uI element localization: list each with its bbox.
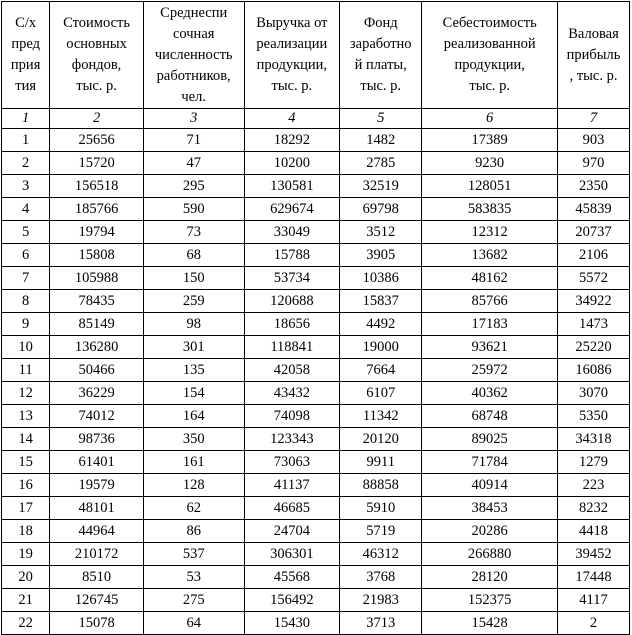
header-sales-revenue: [244, 2, 340, 109]
cell-sales-revenue: 74098: [244, 405, 340, 428]
cell-payroll-fund: 1482: [340, 129, 422, 152]
cell-average-headcount: 154: [143, 382, 244, 405]
cell-payroll-fund: 3768: [340, 566, 422, 589]
header-text-line: Выручка от: [256, 15, 328, 31]
cell-sales-revenue: 15788: [244, 244, 340, 267]
header-text-line: прия: [10, 57, 41, 73]
header-text-line: , тыс. р.: [569, 67, 618, 84]
cell-cost-of-goods-sold: 20286: [422, 520, 558, 543]
header-text-line: сочная: [172, 25, 215, 42]
cell-fixed-assets-cost: 156518: [50, 175, 144, 198]
table-row: [2, 290, 630, 313]
header-text-line: Себестоимость: [442, 15, 537, 31]
header-gross-profit: [558, 2, 630, 109]
cell-payroll-fund: 11342: [340, 405, 422, 428]
cell-sales-revenue: 18656: [244, 313, 340, 336]
header-text-line: тыс. р.: [271, 78, 313, 94]
cell-sales-revenue: 120688: [244, 290, 340, 313]
column-number: 2: [50, 109, 144, 129]
cell-fixed-assets-cost: 19579: [50, 474, 144, 497]
cell-average-headcount: 350: [143, 428, 244, 451]
cell-enterprise-number: 9: [2, 313, 50, 336]
cell-average-headcount: 73: [143, 221, 244, 244]
cell-enterprise-number: 7: [2, 267, 50, 290]
cell-cost-of-goods-sold: 583835: [422, 198, 558, 221]
header-text-line: основных: [66, 36, 127, 52]
cell-sales-revenue: 306301: [244, 543, 340, 566]
cell-average-headcount: 295: [143, 175, 244, 198]
cell-gross-profit: 8232: [558, 497, 630, 520]
cell-cost-of-goods-sold: 17183: [422, 313, 558, 336]
cell-average-headcount: 161: [143, 451, 244, 474]
cell-enterprise-number: 1: [2, 129, 50, 152]
header-text-line: прибыль: [566, 46, 621, 63]
cell-sales-revenue: 123343: [244, 428, 340, 451]
cell-fixed-assets-cost: 98736: [50, 428, 144, 451]
table-row: [2, 451, 630, 474]
cell-average-headcount: 68: [143, 244, 244, 267]
cell-payroll-fund: 15837: [340, 290, 422, 313]
cell-fixed-assets-cost: 105988: [50, 267, 144, 290]
column-number-row: [2, 109, 630, 129]
header-enterprise-number: [2, 2, 50, 109]
cell-average-headcount: 150: [143, 267, 244, 290]
cell-gross-profit: 2106: [558, 244, 630, 267]
table-row: [2, 428, 630, 451]
table-row: [2, 336, 630, 359]
cell-fixed-assets-cost: 126745: [50, 589, 144, 612]
cell-fixed-assets-cost: 15078: [50, 612, 144, 635]
cell-gross-profit: 34922: [558, 290, 630, 313]
cell-gross-profit: 3070: [558, 382, 630, 405]
cell-gross-profit: 20737: [558, 221, 630, 244]
header-cost-of-goods-sold: [422, 2, 558, 109]
cell-enterprise-number: 4: [2, 198, 50, 221]
cell-gross-profit: 34318: [558, 428, 630, 451]
cell-fixed-assets-cost: 48101: [50, 497, 144, 520]
cell-average-headcount: 53: [143, 566, 244, 589]
table-body: [2, 109, 630, 635]
cell-payroll-fund: 19000: [340, 336, 422, 359]
cell-fixed-assets-cost: 25656: [50, 129, 144, 152]
cell-payroll-fund: 20120: [340, 428, 422, 451]
cell-average-headcount: 71: [143, 129, 244, 152]
cell-sales-revenue: 629674: [244, 198, 340, 221]
cell-payroll-fund: 5719: [340, 520, 422, 543]
cell-average-headcount: 64: [143, 612, 244, 635]
table-row: [2, 382, 630, 405]
cell-gross-profit: 39452: [558, 543, 630, 566]
cell-cost-of-goods-sold: 93621: [422, 336, 558, 359]
header-text-line: тыс. р.: [360, 78, 402, 94]
cell-enterprise-number: 2: [2, 152, 50, 175]
header-text-line: продукции,: [256, 57, 328, 73]
header-text-line: пред: [11, 36, 40, 52]
cell-fixed-assets-cost: 74012: [50, 405, 144, 428]
cell-sales-revenue: 10200: [244, 152, 340, 175]
cell-average-headcount: 135: [143, 359, 244, 382]
column-number: 6: [422, 109, 558, 129]
header-text-line: й платы,: [354, 57, 407, 73]
header-text-line: продукции,: [454, 57, 525, 73]
cell-fixed-assets-cost: 15720: [50, 152, 144, 175]
cell-enterprise-number: 16: [2, 474, 50, 497]
column-number: 4: [244, 109, 340, 129]
cell-cost-of-goods-sold: 12312: [422, 221, 558, 244]
cell-fixed-assets-cost: 8510: [50, 566, 144, 589]
cell-gross-profit: 4418: [558, 520, 630, 543]
header-fixed-assets-cost: [50, 2, 144, 109]
cell-gross-profit: 970: [558, 152, 630, 175]
cell-gross-profit: 2350: [558, 175, 630, 198]
cell-sales-revenue: 18292: [244, 129, 340, 152]
header-text-line: фондов,: [71, 57, 122, 73]
cell-sales-revenue: 46685: [244, 497, 340, 520]
cell-average-headcount: 275: [143, 589, 244, 612]
table-row: [2, 198, 630, 221]
cell-cost-of-goods-sold: 15428: [422, 612, 558, 635]
cell-fixed-assets-cost: 85149: [50, 313, 144, 336]
cell-enterprise-number: 5: [2, 221, 50, 244]
table-row: [2, 589, 630, 612]
cell-payroll-fund: 2785: [340, 152, 422, 175]
column-number: 1: [2, 109, 50, 129]
cell-fixed-assets-cost: 15808: [50, 244, 144, 267]
cell-gross-profit: 1279: [558, 451, 630, 474]
cell-gross-profit: 223: [558, 474, 630, 497]
cell-sales-revenue: 41137: [244, 474, 340, 497]
cell-cost-of-goods-sold: 40362: [422, 382, 558, 405]
cell-enterprise-number: 19: [2, 543, 50, 566]
column-number: 5: [340, 109, 422, 129]
cell-sales-revenue: 130581: [244, 175, 340, 198]
cell-payroll-fund: 3512: [340, 221, 422, 244]
table-row: [2, 152, 630, 175]
cell-gross-profit: 4117: [558, 589, 630, 612]
cell-cost-of-goods-sold: 17389: [422, 129, 558, 152]
column-number: 3: [143, 109, 244, 129]
cell-payroll-fund: 5910: [340, 497, 422, 520]
cell-average-headcount: 128: [143, 474, 244, 497]
header-text-line: тыс. р.: [469, 78, 510, 94]
table-row: [2, 612, 630, 635]
cell-cost-of-goods-sold: 152375: [422, 589, 558, 612]
cell-sales-revenue: 118841: [244, 336, 340, 359]
cell-gross-profit: 1473: [558, 313, 630, 336]
header-text-line: реализованной: [443, 36, 536, 52]
cell-cost-of-goods-sold: 38453: [422, 497, 558, 520]
header-average-headcount: [143, 2, 244, 109]
cell-gross-profit: 5572: [558, 267, 630, 290]
cell-enterprise-number: 13: [2, 405, 50, 428]
header-text-line: тия: [15, 78, 37, 94]
cell-average-headcount: 590: [143, 198, 244, 221]
cell-enterprise-number: 10: [2, 336, 50, 359]
cell-fixed-assets-cost: 210172: [50, 543, 144, 566]
header-text-line: работников,: [156, 67, 231, 84]
cell-fixed-assets-cost: 36229: [50, 382, 144, 405]
cell-sales-revenue: 43432: [244, 382, 340, 405]
cell-average-headcount: 164: [143, 405, 244, 428]
cell-cost-of-goods-sold: 13682: [422, 244, 558, 267]
cell-enterprise-number: 17: [2, 497, 50, 520]
cell-cost-of-goods-sold: 25972: [422, 359, 558, 382]
table-row: [2, 244, 630, 267]
cell-gross-profit: 25220: [558, 336, 630, 359]
table-row: [2, 474, 630, 497]
cell-enterprise-number: 3: [2, 175, 50, 198]
cell-average-headcount: 62: [143, 497, 244, 520]
cell-enterprise-number: 6: [2, 244, 50, 267]
cell-gross-profit: 45839: [558, 198, 630, 221]
cell-cost-of-goods-sold: 266880: [422, 543, 558, 566]
table-row: [2, 405, 630, 428]
cell-enterprise-number: 20: [2, 566, 50, 589]
cell-enterprise-number: 11: [2, 359, 50, 382]
cell-cost-of-goods-sold: 68748: [422, 405, 558, 428]
cell-cost-of-goods-sold: 40914: [422, 474, 558, 497]
table-row: [2, 543, 630, 566]
cell-payroll-fund: 21983: [340, 589, 422, 612]
cell-fixed-assets-cost: 78435: [50, 290, 144, 313]
cell-sales-revenue: 73063: [244, 451, 340, 474]
enterprise-data-table: [1, 1, 630, 635]
cell-enterprise-number: 18: [2, 520, 50, 543]
cell-average-headcount: 537: [143, 543, 244, 566]
table-row: [2, 221, 630, 244]
table-row: [2, 359, 630, 382]
header-text-line: Среднеспи: [160, 4, 228, 21]
header-text-line: тыс. р.: [76, 78, 117, 94]
cell-cost-of-goods-sold: 48162: [422, 267, 558, 290]
cell-enterprise-number: 15: [2, 451, 50, 474]
cell-payroll-fund: 3905: [340, 244, 422, 267]
table-row: [2, 497, 630, 520]
header-text-line: численность: [154, 46, 233, 63]
cell-cost-of-goods-sold: 85766: [422, 290, 558, 313]
cell-cost-of-goods-sold: 71784: [422, 451, 558, 474]
cell-average-headcount: 301: [143, 336, 244, 359]
header-text-line: Валовая: [568, 25, 619, 42]
cell-payroll-fund: 9911: [340, 451, 422, 474]
header-text-line: С/х: [15, 15, 37, 31]
header-text-line: Фонд: [363, 15, 398, 31]
table-row: [2, 175, 630, 198]
cell-enterprise-number: 12: [2, 382, 50, 405]
cell-sales-revenue: 45568: [244, 566, 340, 589]
cell-average-headcount: 47: [143, 152, 244, 175]
cell-payroll-fund: 4492: [340, 313, 422, 336]
cell-sales-revenue: 15430: [244, 612, 340, 635]
cell-gross-profit: 17448: [558, 566, 630, 589]
cell-fixed-assets-cost: 44964: [50, 520, 144, 543]
cell-sales-revenue: 33049: [244, 221, 340, 244]
cell-gross-profit: 16086: [558, 359, 630, 382]
cell-sales-revenue: 42058: [244, 359, 340, 382]
header-text-line: заработно: [349, 36, 412, 52]
cell-enterprise-number: 22: [2, 612, 50, 635]
cell-sales-revenue: 24704: [244, 520, 340, 543]
cell-payroll-fund: 3713: [340, 612, 422, 635]
cell-cost-of-goods-sold: 128051: [422, 175, 558, 198]
header-text-line: реализации: [256, 36, 328, 52]
cell-cost-of-goods-sold: 89025: [422, 428, 558, 451]
header-text-line: чел.: [181, 88, 206, 105]
table-row: [2, 566, 630, 589]
cell-payroll-fund: 69798: [340, 198, 422, 221]
cell-fixed-assets-cost: 50466: [50, 359, 144, 382]
cell-fixed-assets-cost: 185766: [50, 198, 144, 221]
cell-average-headcount: 86: [143, 520, 244, 543]
cell-payroll-fund: 88858: [340, 474, 422, 497]
cell-payroll-fund: 32519: [340, 175, 422, 198]
cell-enterprise-number: 21: [2, 589, 50, 612]
cell-average-headcount: 98: [143, 313, 244, 336]
cell-gross-profit: 903: [558, 129, 630, 152]
cell-payroll-fund: 6107: [340, 382, 422, 405]
table-row: [2, 267, 630, 290]
header-text-line: Стоимость: [63, 15, 130, 31]
cell-fixed-assets-cost: 19794: [50, 221, 144, 244]
column-number: 7: [558, 109, 630, 129]
table-row: [2, 313, 630, 336]
cell-payroll-fund: 10386: [340, 267, 422, 290]
cell-sales-revenue: 156492: [244, 589, 340, 612]
cell-average-headcount: 259: [143, 290, 244, 313]
cell-enterprise-number: 8: [2, 290, 50, 313]
cell-fixed-assets-cost: 61401: [50, 451, 144, 474]
table-header: [2, 2, 630, 109]
cell-enterprise-number: 14: [2, 428, 50, 451]
header-row: [2, 2, 630, 109]
cell-cost-of-goods-sold: 9230: [422, 152, 558, 175]
cell-cost-of-goods-sold: 28120: [422, 566, 558, 589]
table-row: [2, 520, 630, 543]
cell-gross-profit: 2: [558, 612, 630, 635]
cell-sales-revenue: 53734: [244, 267, 340, 290]
cell-payroll-fund: 46312: [340, 543, 422, 566]
cell-payroll-fund: 7664: [340, 359, 422, 382]
cell-gross-profit: 5350: [558, 405, 630, 428]
cell-fixed-assets-cost: 136280: [50, 336, 144, 359]
header-payroll-fund: [340, 2, 422, 109]
table-row: [2, 129, 630, 152]
